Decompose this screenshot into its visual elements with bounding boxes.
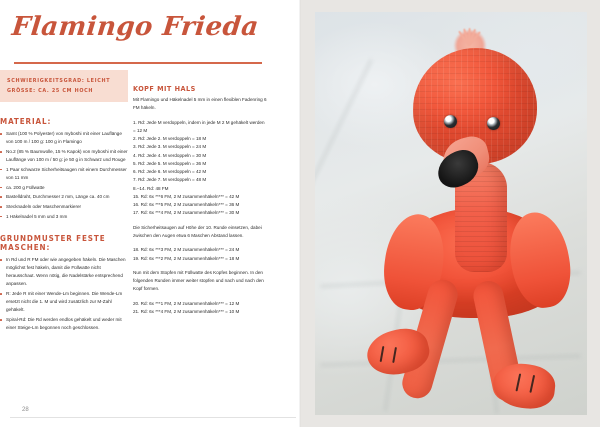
list-item: Bastelldraht, Durchmesser 2 mm, Länge ca. 40 cm (0, 193, 128, 201)
left-page-columns (0, 70, 300, 427)
note-stuffing: Nun mit dem Stopfen mit Füllwatte des Kopfes beginnen. In den folgenden Runden immer weiter stopfen und nach und nach den Kopf formen. (133, 269, 264, 292)
round-row: 19. Rd: 6x ***2 FM, 2 M zusammenhäkeln*** = 18 M (133, 255, 240, 261)
column-left (0, 70, 128, 334)
basic-pattern-list (0, 256, 128, 333)
page-title: Flamingo Frieda (10, 12, 261, 42)
round-row: 5. Rd: Jede 5. M verdoppeln = 36 M (133, 160, 207, 166)
list-item: Stecknadeln oder Maschenmarkierer (0, 203, 128, 211)
note-safety-eyes: Die Sicherheitsaugen auf Höhe der 10. Runde einsetzen, dabei zwischen den Augen etwa 6 Maschen Abstand lassen. (133, 224, 262, 238)
instructions-heading: KOPF MIT HALS (133, 84, 196, 93)
column-right (133, 84, 267, 316)
page-number: 28 (22, 407, 29, 413)
size-line: GRÖSSE: CA. 25 CM HOCH (7, 88, 94, 94)
round-row: 17. Rd: 6x ***4 FM, 2 M zusammenhäkeln*** = 30 M (133, 210, 240, 216)
round-row: 15. Rd: 6x ***6 FM, 2 M zusammenhäkeln*** = 42 M (133, 193, 240, 199)
list-item: Spiral-Rd: Die Rd werden endlos gehäkelt und weder mit einer Steige-Lm begonnen noch geschlossen. (0, 316, 128, 332)
flamingo-photo (315, 12, 587, 415)
material-heading: MATERIAL: (0, 117, 52, 126)
list-item: 1 Häkelnadel 5 mm und 3 mm (0, 213, 128, 221)
round-row: 4. Rd: Jede 4. M verdoppeln = 30 M (133, 152, 207, 158)
round-row: 18. Rd: 6x ***3 FM, 2 M zusammenhäkeln*** = 24 M (133, 247, 240, 253)
round-row: 1. Rd: Jede M verdoppeln, indem in jede M 2 M gehäkelt werden = 12 M (133, 119, 265, 133)
round-row: 21. Rd: 6x ***4 FM, 2 M zusammenhäkeln*** = 10 M (133, 308, 240, 314)
round-row: 2. Rd: Jede 2. M verdoppeln = 18 M (133, 136, 207, 142)
crocheted-flamingo (315, 12, 587, 415)
flamingo-eye-left (444, 115, 457, 128)
basic-pattern-heading: GRUNDMUSTER FESTE MASCHEN: (0, 233, 106, 252)
difficulty-line: SCHWIERIGKEITSGRAD: LEICHT (7, 78, 111, 84)
round-row: 6. Rd: Jede 6. M verdoppeln = 42 M (133, 169, 207, 175)
instructions-intro: Mit Flamingo und Häkelnadel 5 mm in einen flexiblen Fadenring 6 FM häkeln. (133, 97, 267, 111)
list-item: In Rd und R FM oder wie angegeben häkeln. Die Maschen möglichst fest häkeln, damit die Füllwatte nicht herausschaut. Wenn nötig, die Nadelstärke entsprechend anpassen. (0, 256, 128, 289)
rounds-list-2 (133, 246, 267, 263)
round-row: 20. Rd: 6x ***1 FM, 2 M zusammenhäkeln*** = 12 M (133, 300, 240, 306)
list-item: ca. 200 g Füllwatte (0, 184, 128, 192)
list-item: No.2 (85 % Baumwolle, 15 % Kapok) von myboshi mit einer Lauflänge von 100 m / 50 g: je 50 g in Schwarz und Rouge (0, 148, 128, 164)
photo-frame (315, 12, 587, 415)
round-row: 8.–14. Rd: 48 FM (133, 185, 169, 191)
round-row: 3. Rd: Jede 3. M verdoppeln = 24 M (133, 144, 207, 150)
rounds-list-3 (133, 300, 267, 317)
flamingo-eye-right (487, 117, 500, 130)
title-divider (14, 62, 262, 64)
rounds-list-1 (133, 119, 267, 218)
list-item: Samt (100 % Polyester) von myboshi mit einer Lauflänge von 100 m / 100 g: 100 g in Flamingo (0, 130, 128, 146)
book-gutter (299, 0, 301, 427)
round-row: 16. Rd: 6x ***5 FM, 2 M zusammenhäkeln*** = 36 M (133, 202, 240, 208)
round-row: 7. Rd: Jede 7. M verdoppeln = 48 M (133, 177, 207, 183)
list-item: 1 Paar schwarze Sicherheitsaugen mit einem Durchmesser von 11 mm (0, 166, 128, 182)
flamingo-foot-right (491, 361, 557, 411)
material-list (0, 130, 128, 221)
meta-box (0, 70, 128, 102)
right-page (300, 0, 600, 427)
list-item: R: Jede R mit einer Wende-Lm beginnen. Die Wende-Lm ersetzt nicht die 1. M und wird zusätzlich zur M-Zahl gehäkelt. (0, 290, 128, 315)
page-footer-divider (10, 417, 296, 418)
